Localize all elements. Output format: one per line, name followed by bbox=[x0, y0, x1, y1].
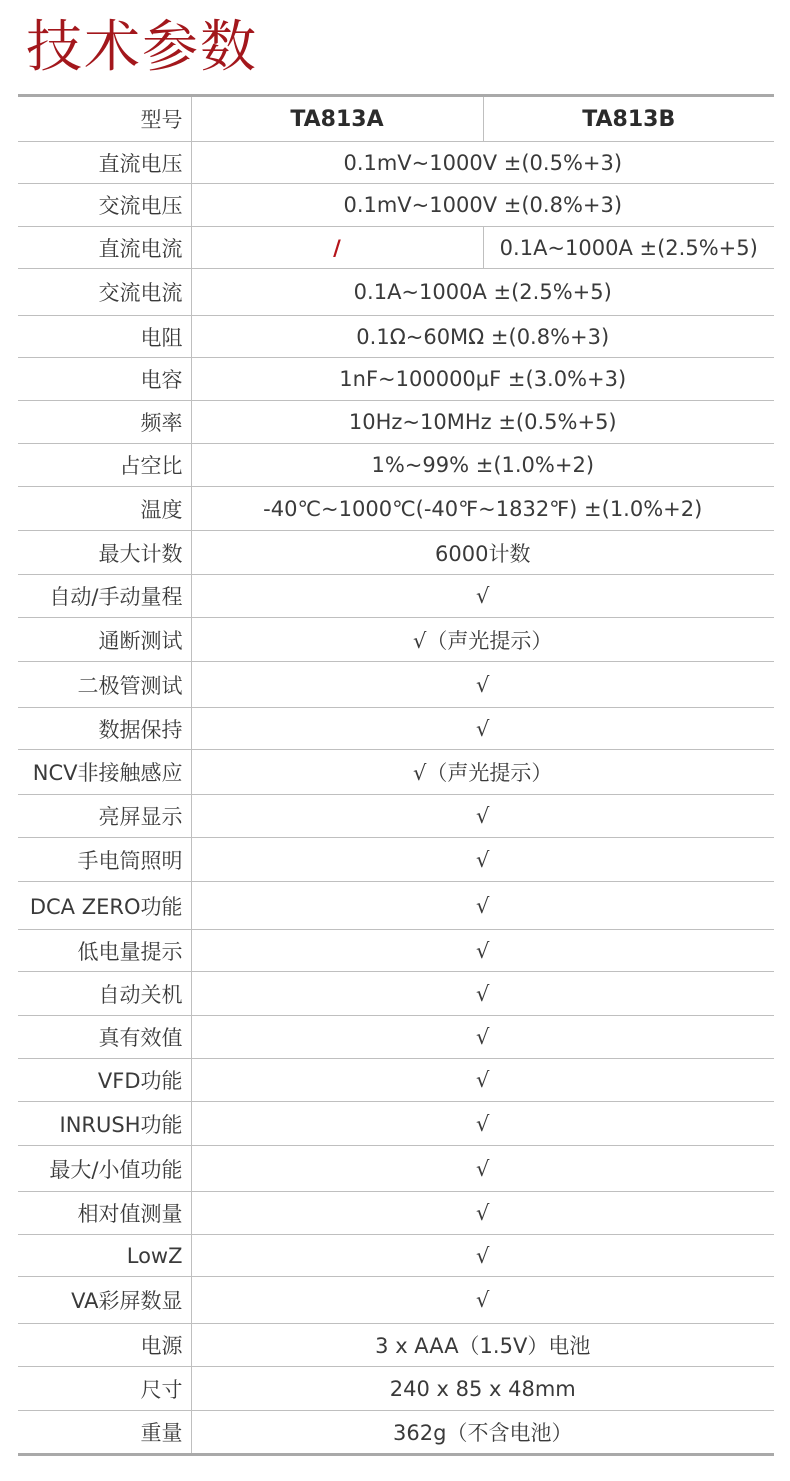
spec-row bbox=[18, 316, 774, 358]
spec-row bbox=[18, 531, 774, 575]
spec-label: 占空比 bbox=[18, 444, 191, 487]
spec-label: 自动/手动量程 bbox=[18, 575, 191, 618]
spec-row bbox=[18, 972, 774, 1016]
spec-row bbox=[18, 882, 774, 930]
spec-value: 1%~99% ±(1.0%+2) bbox=[191, 444, 774, 487]
spec-row bbox=[18, 1192, 774, 1235]
spec-value: √ bbox=[191, 708, 774, 750]
spec-value: 240 x 85 x 48mm bbox=[191, 1367, 774, 1411]
spec-value: √（声光提示） bbox=[191, 750, 774, 795]
spec-label: 二极管测试 bbox=[18, 662, 191, 708]
spec-label: 尺寸 bbox=[18, 1367, 191, 1411]
spec-label: 最大计数 bbox=[18, 531, 191, 575]
spec-label: LowZ bbox=[18, 1235, 191, 1277]
spec-value: √ bbox=[191, 1102, 774, 1146]
spec-value: 1nF~100000μF ±(3.0%+3) bbox=[191, 358, 774, 401]
spec-label: 手电筒照明 bbox=[18, 838, 191, 882]
spec-row bbox=[18, 1324, 774, 1367]
model-b-name: TA813B bbox=[483, 96, 774, 142]
spec-value: 6000计数 bbox=[191, 531, 774, 575]
spec-label: 频率 bbox=[18, 401, 191, 444]
spec-row bbox=[18, 1411, 774, 1455]
spec-value: √ bbox=[191, 575, 774, 618]
spec-row bbox=[18, 1146, 774, 1192]
spec-label: 温度 bbox=[18, 487, 191, 531]
spec-label: 相对值测量 bbox=[18, 1192, 191, 1235]
spec-label: DCA ZERO功能 bbox=[18, 882, 191, 930]
page-title: 技术参数 bbox=[26, 15, 258, 80]
spec-row bbox=[18, 1016, 774, 1059]
spec-row bbox=[18, 618, 774, 662]
spec-value: √ bbox=[191, 1016, 774, 1059]
spec-label: 交流电流 bbox=[18, 269, 191, 316]
spec-label: VFD功能 bbox=[18, 1059, 191, 1102]
spec-value-model-a: / bbox=[191, 227, 483, 269]
spec-row bbox=[18, 401, 774, 444]
spec-value: 0.1Ω~60MΩ ±(0.8%+3) bbox=[191, 316, 774, 358]
model-a-name: TA813A bbox=[191, 96, 483, 142]
spec-value: √ bbox=[191, 972, 774, 1016]
spec-label: 数据保持 bbox=[18, 708, 191, 750]
spec-value: √ bbox=[191, 838, 774, 882]
spec-value: √ bbox=[191, 795, 774, 838]
spec-value-model-b: 0.1A~1000A ±(2.5%+5) bbox=[483, 227, 774, 269]
spec-row bbox=[18, 750, 774, 795]
spec-value: √ bbox=[191, 930, 774, 972]
spec-label: 直流电流 bbox=[18, 227, 191, 269]
spec-row bbox=[18, 708, 774, 750]
spec-value: -40℃~1000℃(-40℉~1832℉) ±(1.0%+2) bbox=[191, 487, 774, 531]
spec-label: 真有效值 bbox=[18, 1016, 191, 1059]
spec-row bbox=[18, 227, 774, 269]
spec-value: √ bbox=[191, 1277, 774, 1324]
spec-value: √ bbox=[191, 1235, 774, 1277]
spec-row bbox=[18, 838, 774, 882]
spec-row bbox=[18, 1277, 774, 1324]
spec-label: NCV非接触感应 bbox=[18, 750, 191, 795]
spec-label: 电阻 bbox=[18, 316, 191, 358]
spec-value: √ bbox=[191, 1146, 774, 1192]
spec-value: √ bbox=[191, 1059, 774, 1102]
spec-row bbox=[18, 444, 774, 487]
spec-label: 亮屏显示 bbox=[18, 795, 191, 838]
spec-value: 10Hz~10MHz ±(0.5%+5) bbox=[191, 401, 774, 444]
spec-row bbox=[18, 1235, 774, 1277]
model-header-label: 型号 bbox=[18, 96, 191, 142]
spec-value: √（声光提示） bbox=[191, 618, 774, 662]
spec-label: 通断测试 bbox=[18, 618, 191, 662]
spec-label: 重量 bbox=[18, 1411, 191, 1455]
spec-row bbox=[18, 487, 774, 531]
spec-label: 最大/小值功能 bbox=[18, 1146, 191, 1192]
spec-value: √ bbox=[191, 882, 774, 930]
spec-value: √ bbox=[191, 662, 774, 708]
spec-row bbox=[18, 358, 774, 401]
spec-row bbox=[18, 795, 774, 838]
spec-value: 0.1A~1000A ±(2.5%+5) bbox=[191, 269, 774, 316]
spec-row bbox=[18, 575, 774, 618]
spec-value: 362g（不含电池） bbox=[393, 1421, 573, 1445]
spec-row bbox=[18, 1059, 774, 1102]
spec-value: 0.1mV~1000V ±(0.5%+3) bbox=[191, 142, 774, 184]
spec-label: 低电量提示 bbox=[18, 930, 191, 972]
spec-label: 电容 bbox=[18, 358, 191, 401]
spec-value: 3 x AAA（1.5V）电池 bbox=[191, 1324, 774, 1367]
spec-row bbox=[18, 930, 774, 972]
spec-row bbox=[18, 184, 774, 227]
spec-row bbox=[18, 142, 774, 184]
spec-label: 交流电压 bbox=[18, 184, 191, 227]
spec-row bbox=[18, 1367, 774, 1411]
model-header-row bbox=[18, 96, 774, 142]
spec-row bbox=[18, 662, 774, 708]
spec-label: 电源 bbox=[18, 1324, 191, 1367]
spec-value: 0.1mV~1000V ±(0.8%+3) bbox=[191, 184, 774, 227]
spec-value: √ bbox=[191, 1192, 774, 1235]
spec-label: 直流电压 bbox=[18, 142, 191, 184]
spec-label: INRUSH功能 bbox=[18, 1102, 191, 1146]
spec-table bbox=[18, 94, 774, 1456]
spec-row bbox=[18, 1102, 774, 1146]
spec-row bbox=[18, 269, 774, 316]
spec-label: 自动关机 bbox=[18, 972, 191, 1016]
spec-label: VA彩屏数显 bbox=[18, 1277, 191, 1324]
